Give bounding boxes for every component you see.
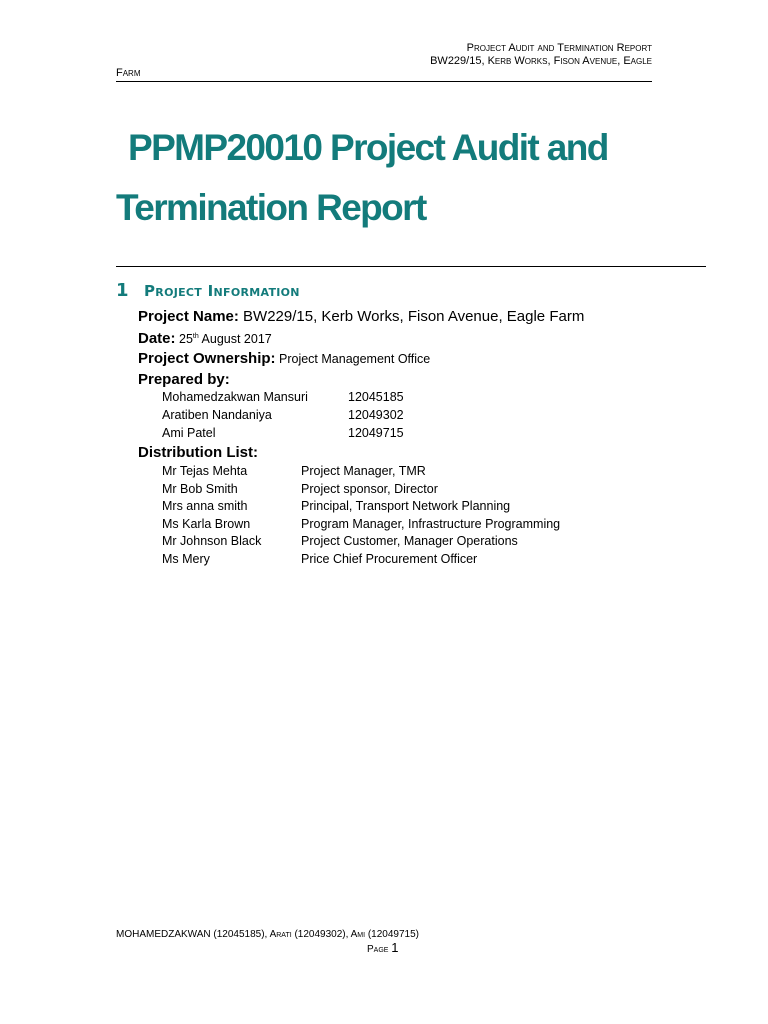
- author-name: Mohamedzakwan Mansuri: [162, 390, 308, 404]
- title-divider: [116, 266, 706, 267]
- list-item: [162, 408, 462, 426]
- distribution-list: [162, 464, 622, 570]
- header-project-name-cont: Farm: [116, 67, 141, 79]
- page-label: Page: [367, 944, 392, 955]
- recipient-role: Project Customer, Manager Operations: [301, 534, 518, 549]
- list-item: [162, 552, 622, 570]
- project-name-row: [138, 308, 584, 325]
- section-heading: [116, 280, 300, 301]
- recipient-name: Mr Bob Smith: [162, 481, 238, 496]
- date-suffix: th: [192, 332, 199, 340]
- author-id: 12049715: [348, 426, 404, 440]
- prepared-by-list: [162, 390, 462, 444]
- recipient-name: Mr Tejas Mehta: [162, 464, 248, 478]
- distribution-label: Distribution List:: [138, 444, 258, 461]
- title-line-1: PPMP20010 Project Audit and: [128, 127, 608, 168]
- section-number: 1: [116, 280, 129, 301]
- section-title: Project Information: [144, 282, 300, 300]
- date-row: [138, 330, 272, 347]
- list-item: [162, 390, 462, 408]
- ownership-row: [138, 350, 430, 367]
- date-day: 25: [175, 332, 193, 346]
- recipient-name: Ms Mery: [162, 551, 210, 566]
- list-item: [162, 464, 622, 482]
- date-month-year: August 2017: [198, 332, 272, 346]
- document-title: [116, 118, 706, 238]
- running-header: [430, 42, 652, 68]
- project-name-value: BW229/15, Kerb Works, Fison Avenue, Eagle Farm: [238, 308, 585, 325]
- list-item: [162, 534, 622, 552]
- list-item: [162, 482, 622, 500]
- recipient-role: Price Chief Procurement Officer: [301, 551, 478, 566]
- author-name: Aratiben Nandaniya: [162, 408, 272, 422]
- footer-authors: MOHAMEDZAKWAN (12045185), Arati (12049302), Ami (12049715): [116, 929, 419, 940]
- recipient-name: Ms Karla Brown: [162, 516, 251, 531]
- project-name-label: Project Name:: [138, 308, 239, 325]
- list-item: [162, 426, 462, 444]
- prepared-by-label: Prepared by:: [138, 371, 230, 388]
- recipient-role: Project Manager, TMR: [301, 464, 426, 478]
- prepared-by-row: [138, 371, 230, 389]
- author-id: 12045185: [348, 390, 404, 404]
- recipient-name: Mrs anna smith: [162, 499, 248, 514]
- ownership-label: Project Ownership:: [138, 350, 276, 367]
- page-number: 1: [391, 940, 399, 955]
- recipient-role: Principal, Transport Network Planning: [301, 499, 511, 514]
- list-item: [162, 517, 622, 535]
- header-divider: [116, 81, 652, 82]
- list-item: [162, 499, 622, 517]
- author-name: Ami Patel: [162, 426, 216, 440]
- recipient-role: Program Manager, Infrastructure Programming: [301, 516, 561, 531]
- author-id: 12049302: [348, 408, 404, 422]
- header-project-name: BW229/15, Kerb Works, Fison Avenue, Eagle: [430, 55, 652, 67]
- ownership-value: Project Management Office: [275, 352, 431, 366]
- distribution-row: [138, 444, 258, 462]
- recipient-role: Project sponsor, Director: [301, 481, 438, 496]
- recipient-name: Mr Johnson Black: [162, 534, 262, 549]
- title-line-2: Termination Report: [116, 187, 426, 228]
- date-label: Date:: [138, 330, 176, 347]
- footer-page: [367, 941, 398, 957]
- header-report-title: Project Audit and Termination Report: [466, 42, 652, 54]
